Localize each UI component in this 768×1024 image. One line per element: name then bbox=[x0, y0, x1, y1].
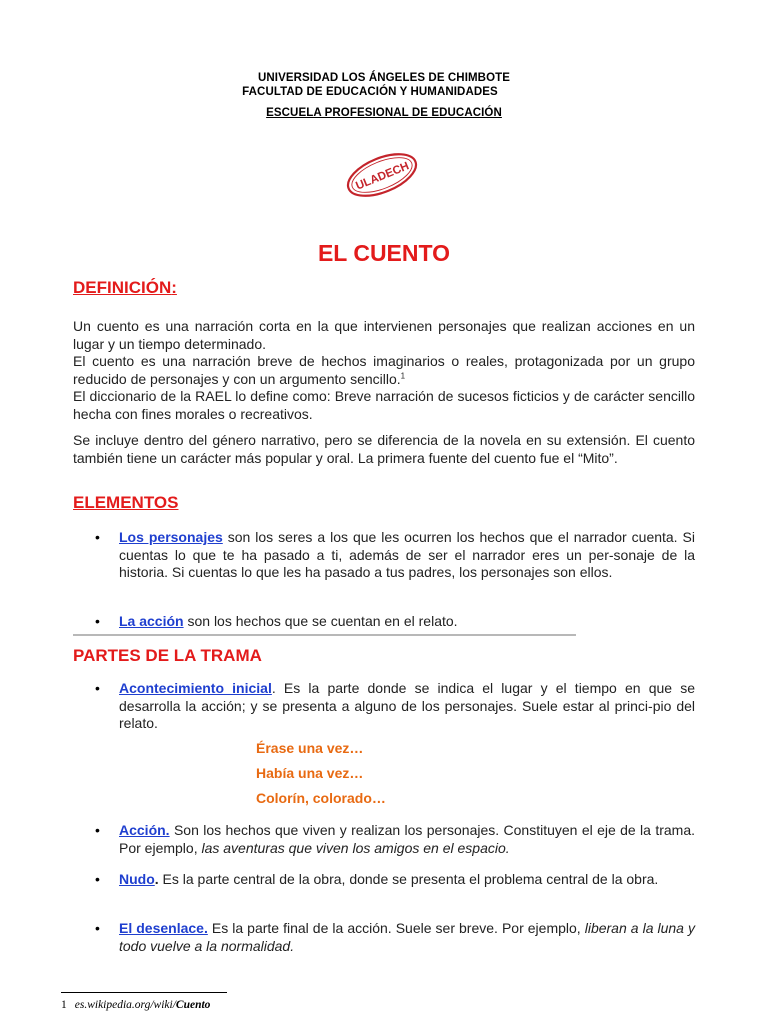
link-la-accion[interactable]: La acción bbox=[119, 613, 184, 629]
definition-paragraph-1: Un cuento es una narración corta en la que intervienen personajes que realizan acciones en un lugar y un tiempo determinado. bbox=[73, 318, 695, 352]
section-divider bbox=[73, 634, 576, 636]
bullet-icon: • bbox=[95, 871, 100, 887]
bullet-icon: • bbox=[95, 822, 100, 838]
bullet-icon: • bbox=[95, 613, 100, 629]
footnote-number: 1 bbox=[61, 999, 67, 1011]
example-phrase-1: Érase una vez… bbox=[256, 740, 364, 756]
list-item-desenlace: El desenlace. Es la parte final de la acción. Suele ser breve. Por ejemplo, liberan a la luna y todo vuelve a la normalidad. bbox=[119, 920, 695, 954]
trama-heading: PARTES DE LA TRAMA bbox=[73, 646, 262, 665]
list-item-acontecimiento-inicial: Acontecimiento inicial. Es la parte donde se indica el lugar y el tiempo en que se desarrolla la acción; y se presenta a alguno de los personajes. Suele estar al princi-pio del relato. bbox=[119, 680, 695, 732]
list-item-accion-trama: Acción. Son los hechos que viven y realizan los personajes. Constituyen el eje de la trama. Por ejemplo, las aventuras que viven los amigos en el espacio. bbox=[119, 822, 695, 856]
uladech-stamp-logo bbox=[340, 150, 424, 200]
footnote-link[interactable]: es.wikipedia.org/wiki/Cuento bbox=[74, 999, 211, 1011]
elementos-heading: ELEMENTOS bbox=[73, 493, 179, 512]
svg-text:ULADECH: ULADECH bbox=[354, 160, 411, 193]
list-item-personajes: Los personajes son los seres a los que les ocurren los hechos que el narrador cuenta. Si cuentas lo que te ha pasado a ti, además de ser el narrador eres un per-sonaje de la historia. Si cuentas lo que les ha pasado a tus padres, los personajes son ellos. bbox=[119, 529, 695, 581]
definicion-heading: DEFINICIÓN: bbox=[73, 278, 177, 297]
link-acontecimiento-inicial[interactable]: Acontecimiento inicial bbox=[119, 680, 272, 696]
school-name: ESCUELA PROFESIONAL DE EDUCACIÓN bbox=[266, 107, 502, 119]
footnote-separator bbox=[61, 992, 227, 993]
list-item-accion: La acción son los hechos que se cuentan en el relato. bbox=[119, 613, 458, 629]
definition-paragraph-2: El cuento es una narración breve de hechos imaginarios o reales, protagonizada por un grupo reducido de personajes y con un argumento sencillo.$^1$ bbox=[73, 353, 695, 387]
example-phrase-3: Colorín, colorado… bbox=[256, 790, 386, 806]
link-nudo[interactable]: Nudo bbox=[119, 871, 155, 887]
link-accion[interactable]: Acción. bbox=[119, 822, 170, 838]
university-name: UNIVERSIDAD LOS ÁNGELES DE CHIMBOTE bbox=[257, 72, 511, 84]
list-item-nudo: Nudo. Es la parte central de la obra, donde se presenta el problema central de la obra. bbox=[119, 871, 659, 887]
footnote bbox=[61, 999, 210, 1011]
bullet-icon: • bbox=[95, 529, 100, 545]
footnote-ref: 1 bbox=[400, 370, 406, 380]
definition-paragraph-4: Se incluye dentro del género narrativo, pero se diferencia de la novela en su extensión. El cuento también tiene un carácter más popular y oral. La primera fuente del cuento fue el “Mito”. bbox=[73, 432, 695, 466]
faculty-name: FACULTAD DE EDUCACIÓN Y HUMANIDADES bbox=[242, 86, 498, 98]
bullet-icon: • bbox=[95, 680, 100, 696]
bullet-icon: • bbox=[95, 920, 100, 936]
link-el-desenlace[interactable]: El desenlace. bbox=[119, 920, 208, 936]
definition-paragraph-3: El diccionario de la RAEL lo define como: Breve narración de sucesos ficticios y de carácter sencillo hecha con fines morales o recreativos. bbox=[73, 388, 695, 422]
example-phrase-2: Había una vez… bbox=[256, 765, 364, 781]
page-title: EL CUENTO bbox=[317, 240, 451, 266]
link-los-personajes[interactable]: Los personajes bbox=[119, 529, 223, 545]
